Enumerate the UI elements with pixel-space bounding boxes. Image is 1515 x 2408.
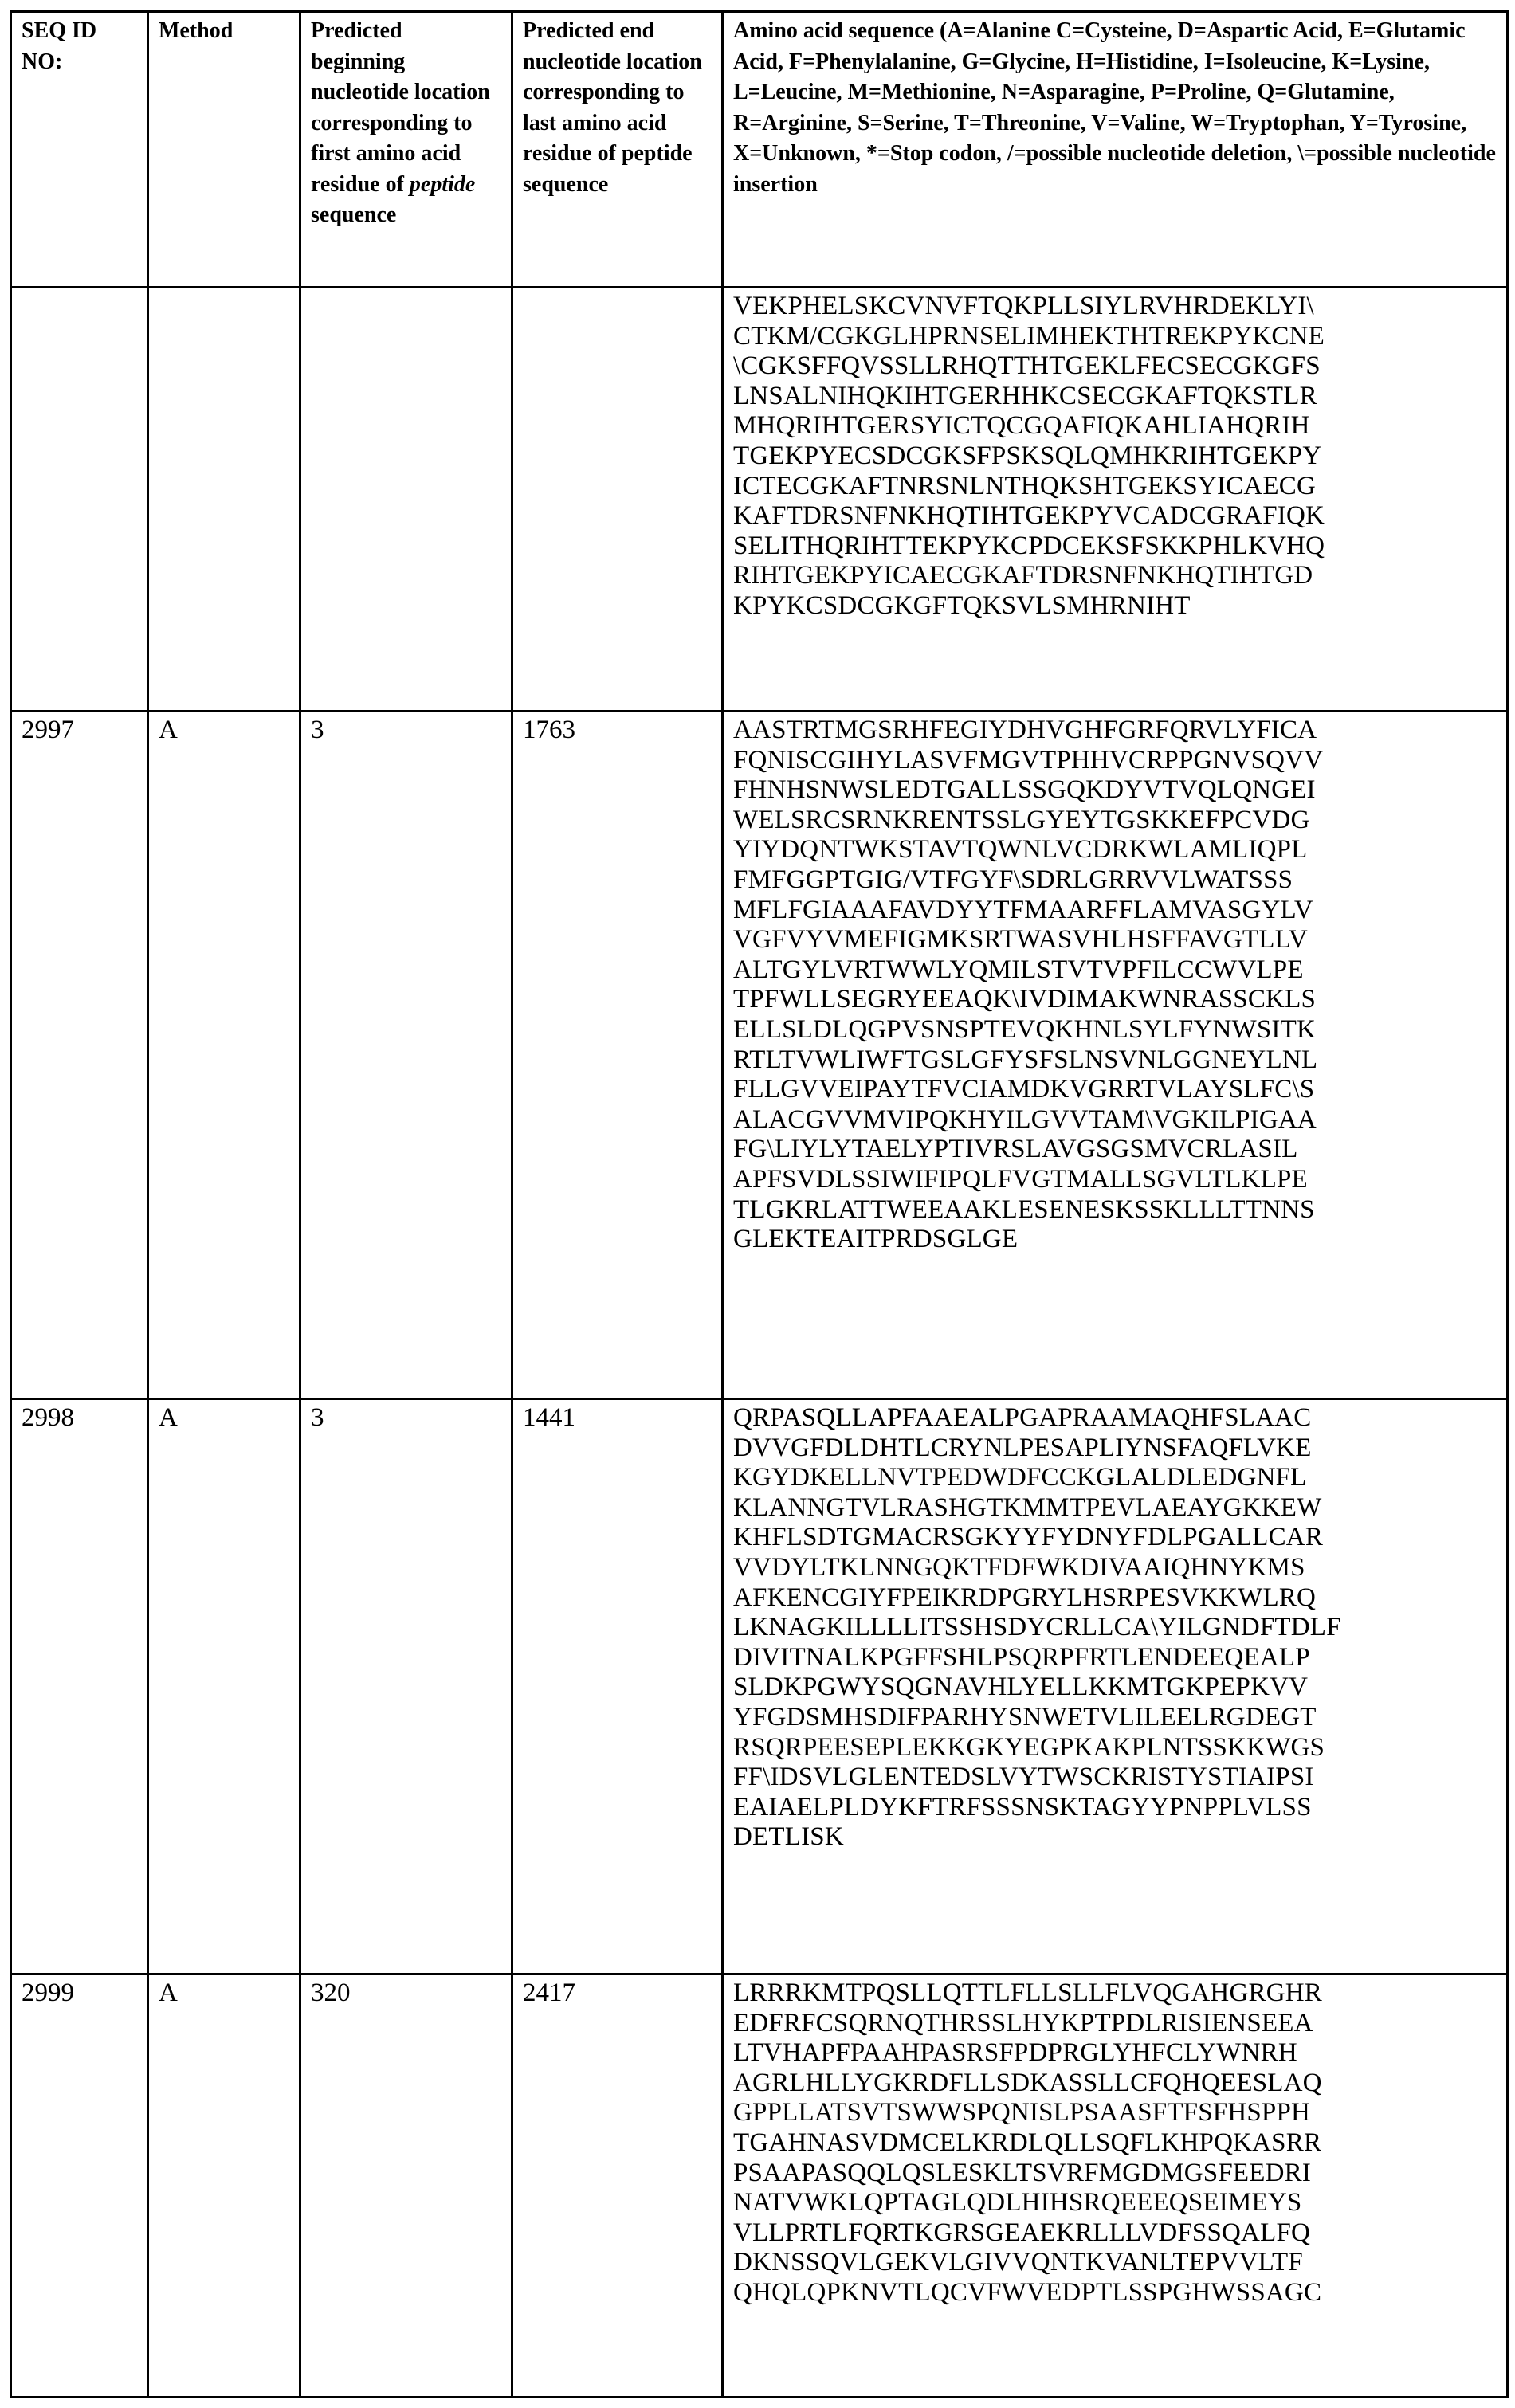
sequence-line: FMFGGPTGIG/VTFGYF\SDRLGRRVVLWATSSS — [733, 865, 1293, 894]
sequence-line: YFGDSMHSDIFPARHYSNWETVLILEELRGDEGT — [733, 1702, 1317, 1731]
sequence-line: LNSALNIHQKIHTGERHHKCSECGKAFTQKSTLR — [733, 381, 1317, 410]
cell-method: A — [148, 1975, 300, 2398]
sequence-line: VLLPRTLFQRTKGRSGEAEKRLLLVDFSSQALFQ — [733, 2218, 1311, 2247]
cell-end — [512, 288, 723, 712]
sequence-line: FHNHSNWSLEDTGALLSSGQKDYVTVQLQNGEI — [733, 775, 1316, 805]
header-begin-location — [300, 12, 512, 288]
sequence-line: GLEKTEAITPRDSGLGE — [733, 1225, 1019, 1254]
sequence-line: KAFTDRSNFNKHQTIHTGEKPYVCADCGRAFIQK — [733, 501, 1325, 531]
cell-seq-id — [11, 288, 148, 712]
header-end-location: Predicted end nucleotide location corresponding to last amino acid residue of peptide sequence — [512, 12, 723, 288]
table-row — [11, 1399, 1508, 1975]
sequence-line: KHFLSDTGMACRSGKYYFYDNYFDLPGALLCAR — [733, 1523, 1324, 1552]
sequence-line: EAIAELPLDYKFTRFSSSNSKTAGYYPNPPLVLSS — [733, 1792, 1312, 1822]
sequence-line: QRPASQLLAPFAAEALPGAPRAAMAQHFSLAAC — [733, 1403, 1312, 1432]
sequence-line: LRRRKMTPQSLLQTTLFLLSLLFLVQGAHGRGHR — [733, 1979, 1322, 2007]
sequence-line: TGEKPYECSDCGKSFPSKSQLQMHKRIHTGEKPY — [733, 441, 1322, 470]
header-begin-italic: peptide — [409, 171, 476, 197]
cell-begin: 3 — [300, 1399, 512, 1975]
sequence-line: EDFRFCSQRNQTHRSSLHYKPTPDLRISIENSEEA — [733, 2008, 1313, 2037]
table-row — [11, 1975, 1508, 2398]
sequence-line: \CGKSFFQVSSLLRHQTTHTGEKLFECSECGKGFS — [733, 351, 1321, 381]
sequence-line: VEKPHELSKCVNVFTQKPLLSIYLRVHRDEKLYI\ — [733, 292, 1314, 320]
sequence-line: TGAHNASVDMCELKRDLQLLSQFLKHPQKASRR — [733, 2128, 1322, 2157]
sequence-line: WELSRCSRNKRENTSSLGYEYTGSKKEFPCVDG — [733, 805, 1310, 834]
cell-end: 1763 — [512, 712, 723, 1399]
cell-seq-id: 2997 — [11, 712, 148, 1399]
table-header-row — [11, 12, 1508, 288]
sequence-line: VGFVYVMEFIGMKSRTWASVHLHSFFAVGTLLV — [733, 925, 1308, 955]
sequence-line: NATVWKLQPTAGLQDLHIHSRQEEEQSEIMEYS — [733, 2188, 1302, 2218]
sequence-line: ICTECGKAFTNRSNLNTHQKSHTGEKSYICAECG — [733, 471, 1316, 500]
header-begin-text: Predicted beginning nucleotide location corresponding to first amino acid residue of — [311, 18, 490, 197]
sequence-line: ALACGVVMVIPQKHYILGVVTAM\VGKILPIGAA — [733, 1104, 1317, 1134]
cell-end: 2417 — [512, 1975, 723, 2398]
sequence-line: RSQRPEESEPLEKKGKYEGPKAKPLNTSSKKWGS — [733, 1732, 1325, 1762]
sequence-line: FG\LIYLYTAELYPTIVRSLAVGSGSMVCRLASIL — [733, 1135, 1298, 1164]
cell-sequence — [723, 1975, 1508, 2398]
sequence-line: DVVGFDLDHTLCRYNLPESAPLIYNSFAQFLVKE — [733, 1433, 1312, 1462]
cell-sequence — [723, 288, 1508, 712]
sequence-line: KLANNGTVLRASHGTKMMTPEVLAEAYGKKEW — [733, 1492, 1322, 1522]
sequence-line: ELLSLDLQGPVSNSPTEVQKHNLSYLFYNWSITK — [733, 1014, 1316, 1044]
cell-begin: 3 — [300, 712, 512, 1399]
sequence-line: LKNAGKILLLLITSSHSDYCRLLCA\YILGNDFTDLF — [733, 1613, 1341, 1642]
cell-method — [148, 288, 300, 712]
header-method: Method — [148, 12, 300, 288]
sequence-line: CTKM/CGKGLHPRNSELIMHEKTHTREKPYKCNE — [733, 321, 1325, 351]
sequence-line: GPPLLATSVTSWWSPQNISLPSAASFTFSFHSPPH — [733, 2098, 1311, 2128]
cell-seq-id: 2999 — [11, 1975, 148, 2398]
sequence-table — [10, 10, 1509, 2398]
sequence-line: MFLFGIAAAFAVDYYTFMAARFFLAMVASGYLV — [733, 895, 1313, 924]
sequence-line: TPFWLLSEGRYEEAQK\IVDIMAKWNRASSCKLS — [733, 985, 1316, 1014]
header-seq-id: SEQ ID NO: — [11, 12, 148, 288]
header-begin-tail: sequence — [311, 202, 397, 227]
sequence-line: DETLISK — [733, 1822, 844, 1852]
sequence-line: RIHTGEKPYICAECGKAFTDRSNFNKHQTIHTGD — [733, 561, 1313, 590]
sequence-line: QHQLQPKNVTLQCVFWVEDPTLSSPGHWSSAGC — [733, 2277, 1322, 2307]
sequence-line: RTLTVWLIWFTGSLGFYSFSLNSVNLGGNEYLNL — [733, 1045, 1318, 1074]
sequence-line: DIVITNALKPGFFSHLPSQRPFRTLENDEEQEALP — [733, 1642, 1310, 1672]
sequence-line: AGRLHLLYGKRDFLLSDKASSLLCFQHQEESLAQ — [733, 2068, 1322, 2097]
sequence-line: TLGKRLATTWEEAAKLESENESKSSKLLLTTNNS — [733, 1194, 1315, 1224]
sequence-line: DKNSSQVLGEKVLGIVVQNTKVANLTEPVVLTF — [733, 2248, 1303, 2277]
sequence-line: LTVHAPFPAAHPASRSFPDPRGLYHFCLYWNRH — [733, 2038, 1297, 2068]
table-row — [11, 288, 1508, 712]
cell-seq-id: 2998 — [11, 1399, 148, 1975]
sequence-line: APFSVDLSSIWIFIPQLFVGTMALLSGVLTLKLPE — [733, 1164, 1308, 1194]
cell-sequence — [723, 1399, 1508, 1975]
sequence-line: KPYKCSDCGKGFTQKSVLSMHRNIHT — [733, 590, 1191, 620]
table-row — [11, 712, 1508, 1399]
sequence-line: YIYDQNTWKSTAVTQWNLVCDRKWLAMLIQPL — [733, 835, 1308, 865]
sequence-line: FLLGVVEIPAYTFVCIAMDKVGRRTVLAYSLFC\S — [733, 1075, 1315, 1104]
cell-begin — [300, 288, 512, 712]
cell-method: A — [148, 1399, 300, 1975]
sequence-line: FF\IDSVLGLENTEDSLVYTWSCKRISTYSTIAIPSI — [733, 1763, 1314, 1792]
cell-sequence — [723, 712, 1508, 1399]
cell-method: A — [148, 712, 300, 1399]
sequence-line: VVDYLTKLNNGQKTFDFWKDIVAAIQHNYKMS — [733, 1552, 1305, 1582]
sequence-line: SELITHQRIHTTEKPYKCPDCEKSFSKKPHLKVHQ — [733, 531, 1325, 560]
cell-end: 1441 — [512, 1399, 723, 1975]
header-amino-acid-sequence: Amino acid sequence (A=Alanine C=Cysteine, D=Aspartic Acid, E=Glutamic Acid, F=Phenylalanine, G=Glycine, H=Histidine, I=Isoleucine, K=Lysine, L=Leucine, M=Methionine, N=Asparagine, P=Proline, Q=Glutamine, R=Arginine, S=Serine, T=Threonine, V=Valine, W=Tryptophan, Y=Tyrosine, X=Unknown, *=Stop codon, /=possible nucleotide deletion, \=possible nucleotide insertion — [723, 12, 1508, 288]
sequence-line: AFKENCGIYFPEIKRDPGRYLHSRPESVKKWLRQ — [733, 1582, 1317, 1612]
cell-begin: 320 — [300, 1975, 512, 2398]
sequence-line: FQNISCGIHYLASVFMGVTPHHVCRPPGNVSQVV — [733, 745, 1324, 775]
sequence-line: ALTGYLVRTWWLYQMILSTVTVPFILCCWVLPE — [733, 955, 1304, 984]
sequence-line: KGYDKELLNVTPEDWDFCCKGLALDLEDGNFL — [733, 1463, 1307, 1492]
sequence-line: MHQRIHTGERSYICTQCGQAFIQKAHLIAHQRIH — [733, 411, 1310, 441]
sequence-line: AASTRTMGSRHFEGIYDHVGHFGRFQRVLYFICA — [733, 716, 1317, 744]
sequence-line: SLDKPGWYSQGNAVHLYELLKKMTGKPEPKVV — [733, 1673, 1309, 1702]
sequence-line: PSAAPASQQLQSLESKLTSVRFMGDMGSFEEDRI — [733, 2158, 1312, 2187]
